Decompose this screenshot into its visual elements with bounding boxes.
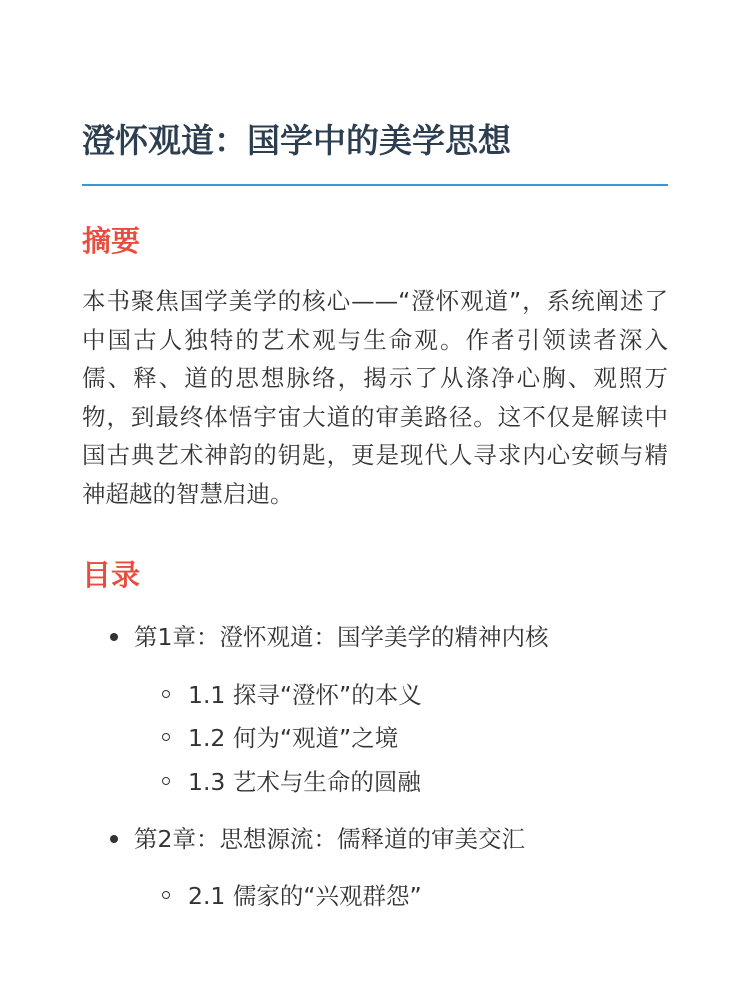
- toc-chapter-label: 第2章：思想源流：儒释道的审美交汇: [134, 825, 525, 853]
- toc-section-1-1[interactable]: [82, 675, 668, 715]
- toc-section-label: 1.3 艺术与生命的圆融: [188, 768, 421, 796]
- toc-section-label: 1.2 何为“观道”之境: [188, 724, 399, 752]
- abstract-text: 本书聚焦国学美学的核心——“澄怀观道”，系统阐述了中国古人独特的艺术观与生命观。作者引领读者深入儒、释、道的思想脉络，揭示了从涤净心胸、观照万物，到最终体悟宇宙大道的审美路径。这不仅是解读中国古典艺术神韵的钥匙，更是现代人寻求内心安顿与精神超越的智慧启迪。: [82, 287, 668, 508]
- toc-section-1-2[interactable]: [82, 718, 668, 758]
- circle-bullet-icon: [162, 733, 170, 741]
- abstract-heading: 摘要: [82, 224, 141, 258]
- toc-chapter-2[interactable]: [82, 819, 668, 859]
- title-divider: [82, 184, 668, 186]
- bullet-icon: [110, 835, 118, 843]
- toc-heading: 目录: [82, 558, 141, 592]
- circle-bullet-icon: [162, 777, 170, 785]
- circle-bullet-icon: [162, 891, 170, 899]
- toc-section-label: 1.1 探寻“澄怀”的本义: [188, 681, 422, 709]
- toc-section-2-1[interactable]: [82, 876, 668, 916]
- page-title: 澄怀观道：国学中的美学思想: [82, 121, 511, 160]
- toc-chapter-1[interactable]: [82, 617, 668, 657]
- bullet-icon: [110, 633, 118, 641]
- toc-section-label: 2.1 儒家的“兴观群怨”: [188, 882, 422, 910]
- toc-chapter-label: 第1章：澄怀观道：国学美学的精神内核: [134, 623, 549, 651]
- circle-bullet-icon: [162, 690, 170, 698]
- toc-section-1-3[interactable]: [82, 762, 668, 802]
